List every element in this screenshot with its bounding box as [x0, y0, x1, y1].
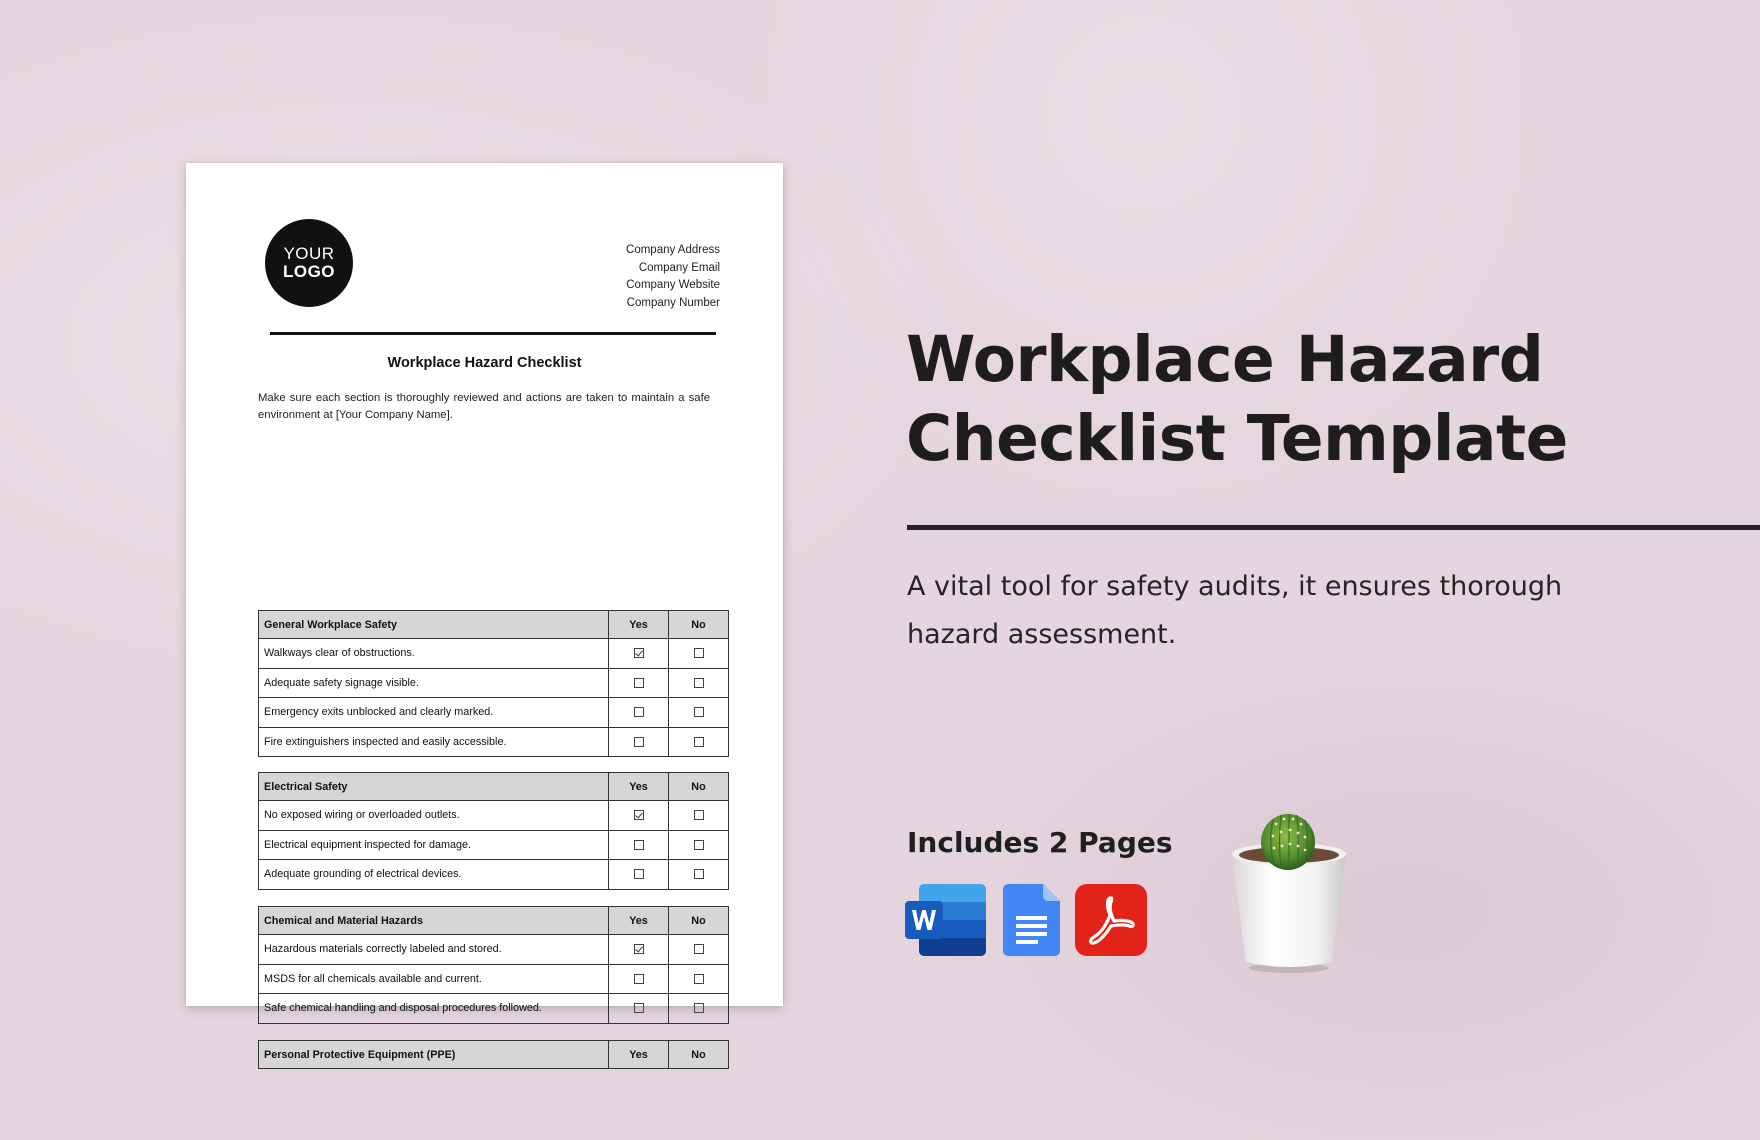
no-cell: [669, 964, 729, 994]
table-row: [259, 727, 729, 757]
table-row: [259, 801, 729, 831]
checklist-item-text: Emergency exits unblocked and clearly marked.: [259, 698, 609, 728]
checklist-item-text: Walkways clear of obstructions.: [259, 639, 609, 669]
yes-checkbox[interactable]: [634, 707, 644, 717]
yes-checkbox[interactable]: [634, 737, 644, 747]
promo-title: [906, 320, 1726, 478]
table-row: [259, 935, 729, 965]
no-checkbox[interactable]: [694, 648, 704, 658]
document-intro: Make sure each section is thoroughly reviewed and actions are taken to maintain a safe environment at [Your Company Name].: [258, 392, 710, 421]
yes-checkbox[interactable]: [634, 840, 644, 850]
no-checkbox[interactable]: [694, 840, 704, 850]
no-checkbox[interactable]: [694, 944, 704, 954]
section-header-row: [259, 611, 729, 639]
section-heading: General Workplace Safety: [259, 611, 609, 639]
checklist-item-text: Fire extinguishers inspected and easily accessible.: [259, 727, 609, 757]
no-checkbox[interactable]: [694, 810, 704, 820]
table-row: [259, 639, 729, 669]
no-checkbox[interactable]: [694, 737, 704, 747]
no-cell: [669, 698, 729, 728]
yes-cell: [609, 860, 669, 890]
yes-column-header: Yes: [609, 773, 669, 801]
yes-cell: [609, 639, 669, 669]
checklist-section: [258, 610, 729, 757]
header-divider: [270, 332, 716, 335]
yes-cell: [609, 935, 669, 965]
no-checkbox[interactable]: [694, 869, 704, 879]
no-column-header: No: [669, 611, 729, 639]
section-header-row: [259, 907, 729, 935]
yes-cell: [609, 964, 669, 994]
section-header-row: [259, 773, 729, 801]
no-cell: [669, 830, 729, 860]
no-cell: [669, 727, 729, 757]
promo-title-line-1: Workplace Hazard: [906, 323, 1544, 396]
company-email: Company Email: [638, 261, 720, 274]
table-row: [259, 698, 729, 728]
google-docs-icon: [1003, 884, 1060, 956]
table-row: [259, 994, 729, 1024]
no-cell: [669, 860, 729, 890]
no-checkbox[interactable]: [694, 974, 704, 984]
word-icon: [905, 884, 986, 956]
no-cell: [669, 639, 729, 669]
section-heading: Personal Protective Equipment (PPE): [259, 1041, 609, 1069]
section-header-row: [259, 1041, 729, 1069]
no-column-header: No: [669, 1041, 729, 1069]
yes-checkbox[interactable]: [634, 944, 644, 954]
checklist-item-text: Adequate safety signage visible.: [259, 668, 609, 698]
pdf-icon: [1075, 884, 1147, 956]
document-title: Workplace Hazard Checklist: [387, 355, 582, 371]
yes-checkbox[interactable]: [634, 678, 644, 688]
no-checkbox[interactable]: [694, 678, 704, 688]
checklist-item-text: Adequate grounding of electrical devices.: [259, 860, 609, 890]
no-cell: [669, 801, 729, 831]
yes-column-header: Yes: [609, 611, 669, 639]
checklist-item-text: MSDS for all chemicals available and current.: [259, 964, 609, 994]
no-checkbox[interactable]: [694, 707, 704, 717]
yes-column-header: Yes: [609, 907, 669, 935]
yes-checkbox[interactable]: [634, 810, 644, 820]
logo-line-2: LOGO: [282, 262, 336, 281]
checklist-document: [186, 163, 783, 1061]
checklist-item-text: Safe chemical handling and disposal procedures followed.: [259, 994, 609, 1024]
table-row: [259, 860, 729, 890]
checklist-section: [258, 772, 729, 890]
company-info: [626, 242, 720, 312]
company-address: Company Address: [626, 244, 720, 256]
section-heading: Chemical and Material Hazards: [259, 907, 609, 935]
yes-column-header: Yes: [609, 1041, 669, 1069]
logo-line-1: YOUR: [283, 244, 335, 264]
yes-checkbox[interactable]: [634, 869, 644, 879]
promo-title-line-2: Checklist Template: [906, 402, 1568, 475]
yes-cell: [609, 727, 669, 757]
company-number: Company Number: [626, 296, 720, 309]
table-row: [259, 668, 729, 698]
checklist-section: [258, 1040, 729, 1069]
checklist-section: [258, 906, 729, 1024]
no-column-header: No: [669, 773, 729, 801]
no-cell: [669, 994, 729, 1024]
no-column-header: No: [669, 907, 729, 935]
cactus-plant-image: [1228, 806, 1350, 974]
promo-subtitle: A vital tool for safety audits, it ensures thorough hazard assessment.: [907, 571, 1563, 650]
yes-cell: [609, 698, 669, 728]
yes-cell: [609, 830, 669, 860]
table-row: [259, 964, 729, 994]
yes-checkbox[interactable]: [634, 1003, 644, 1013]
promo-divider: [907, 525, 1760, 530]
checklist-item-text: Electrical equipment inspected for damage.: [259, 830, 609, 860]
section-heading: Electrical Safety: [259, 773, 609, 801]
no-checkbox[interactable]: [694, 1003, 704, 1013]
no-cell: [669, 668, 729, 698]
yes-cell: [609, 994, 669, 1024]
checklist-item-text: No exposed wiring or overloaded outlets.: [259, 801, 609, 831]
yes-cell: [609, 801, 669, 831]
pages-label: Includes 2 Pages: [907, 826, 1173, 859]
company-website: Company Website: [626, 279, 720, 292]
no-cell: [669, 935, 729, 965]
yes-cell: [609, 668, 669, 698]
yes-checkbox[interactable]: [634, 648, 644, 658]
yes-checkbox[interactable]: [634, 974, 644, 984]
table-row: [259, 830, 729, 860]
company-logo: [265, 219, 353, 307]
checklist-item-text: Hazardous materials correctly labeled and stored.: [259, 935, 609, 965]
